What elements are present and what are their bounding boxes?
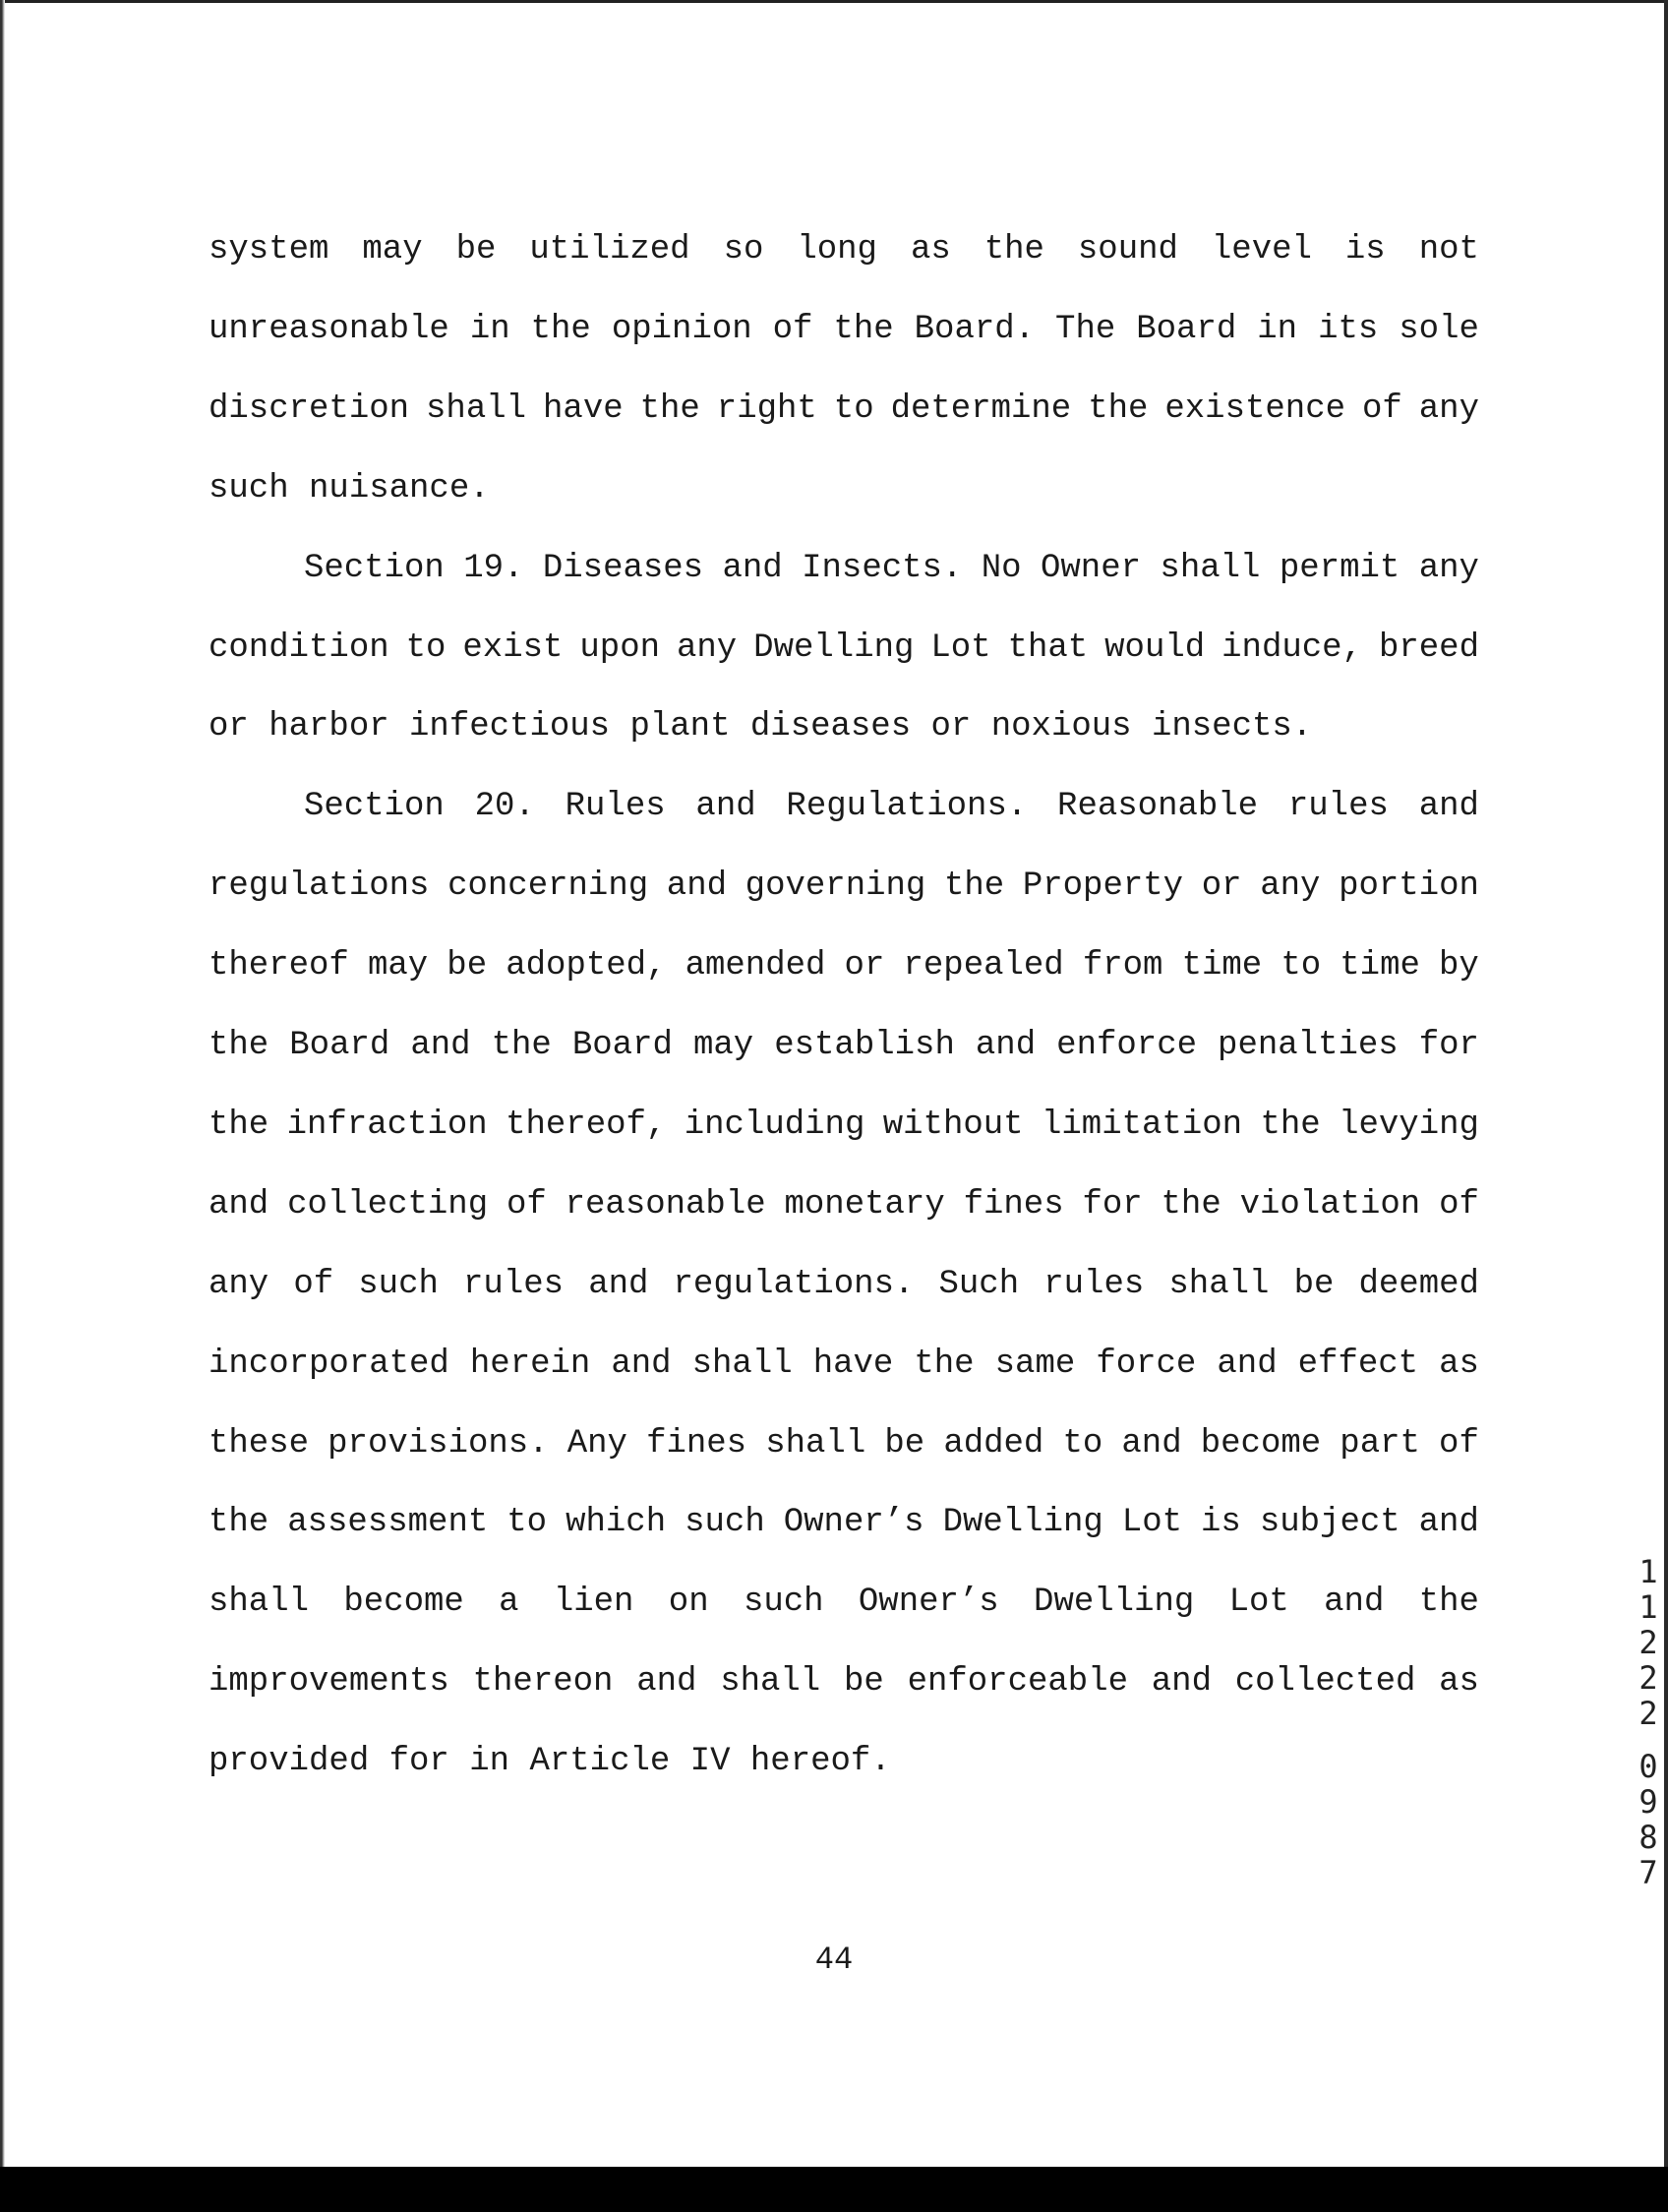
- word: or: [844, 947, 885, 985]
- word: rules: [1287, 788, 1389, 825]
- word: 20.: [474, 788, 535, 825]
- word: the: [914, 1345, 975, 1383]
- word: may: [362, 231, 423, 269]
- word: and: [1151, 1663, 1212, 1701]
- word: be: [455, 231, 497, 269]
- word: the: [208, 1504, 269, 1541]
- word: of: [293, 1266, 334, 1303]
- word: added: [943, 1425, 1044, 1463]
- stamp-digit: 2: [1638, 1695, 1658, 1732]
- word: the: [983, 231, 1044, 269]
- word: the: [1088, 390, 1149, 428]
- word: and: [975, 1027, 1037, 1064]
- word: of: [1439, 1186, 1479, 1224]
- word: deemed: [1358, 1266, 1479, 1303]
- text-line: [208, 226, 1479, 273]
- word: adopted,: [506, 947, 667, 985]
- word: including: [684, 1106, 865, 1144]
- word: Owner’s: [783, 1504, 924, 1541]
- word: any: [676, 629, 738, 667]
- word: and: [666, 867, 728, 905]
- text-line: [208, 386, 1479, 433]
- text-line: [304, 545, 1479, 592]
- word: enforceable: [907, 1663, 1128, 1701]
- word: lien: [553, 1584, 634, 1621]
- word: the: [1418, 1584, 1479, 1621]
- word: so: [723, 231, 764, 269]
- word: the: [639, 390, 700, 428]
- word: Lot: [1121, 1504, 1183, 1541]
- word: thereof,: [506, 1106, 667, 1144]
- word: thereof: [208, 947, 349, 985]
- word: and: [611, 1345, 672, 1383]
- word: collecting: [287, 1186, 489, 1224]
- word: Property: [1022, 867, 1184, 905]
- word: time: [1181, 947, 1263, 985]
- text-line: [208, 1102, 1479, 1149]
- word: is: [1201, 1504, 1241, 1541]
- word: time: [1340, 947, 1420, 985]
- word: to: [1062, 1425, 1103, 1463]
- word: Dwelling: [1034, 1584, 1195, 1621]
- word: the: [208, 1027, 269, 1064]
- text-line: [208, 863, 1479, 910]
- word: assessment: [287, 1504, 489, 1541]
- word: Owner: [1040, 550, 1142, 587]
- word: exist: [462, 629, 564, 667]
- word: be: [884, 1425, 925, 1463]
- word: Owner’s: [858, 1584, 999, 1621]
- word: shall: [1160, 550, 1261, 587]
- word: upon: [579, 629, 661, 667]
- word: by: [1439, 947, 1479, 985]
- word: part: [1340, 1425, 1420, 1463]
- word: Any: [566, 1425, 627, 1463]
- word: Section: [304, 550, 445, 587]
- word: right: [716, 390, 817, 428]
- word: shall: [720, 1663, 821, 1701]
- page-number: 44: [814, 1942, 854, 1978]
- word: and: [1121, 1425, 1182, 1463]
- word: Diseases: [542, 550, 704, 587]
- word: improvements: [208, 1663, 449, 1701]
- word: shall: [426, 390, 527, 428]
- word: reasonable: [565, 1186, 766, 1224]
- stamp-digit: 8: [1638, 1819, 1658, 1856]
- word: Board: [1136, 311, 1237, 348]
- word: portion: [1339, 867, 1479, 905]
- word: provisions.: [328, 1425, 549, 1463]
- word: collected: [1234, 1663, 1416, 1701]
- word: Dwelling: [942, 1504, 1103, 1541]
- word: The: [1055, 311, 1116, 348]
- word: from: [1082, 947, 1163, 985]
- word: discretion: [208, 390, 410, 428]
- word: without: [882, 1106, 1024, 1144]
- word: fines: [646, 1425, 747, 1463]
- stamp-digit: 9: [1638, 1783, 1658, 1821]
- text-line: provided for in Article IV hereof.: [208, 1743, 891, 1780]
- word: thereon: [472, 1663, 614, 1701]
- stamp-digit: 7: [1638, 1854, 1658, 1891]
- word: enforce: [1056, 1027, 1197, 1064]
- word: the: [1161, 1186, 1221, 1224]
- word: violation: [1239, 1186, 1421, 1224]
- word: Section: [304, 788, 445, 825]
- word: penalties: [1218, 1027, 1399, 1064]
- word: on: [668, 1584, 709, 1621]
- text-line: such nuisance.: [208, 470, 490, 508]
- word: to: [833, 390, 874, 428]
- word: determine: [890, 390, 1072, 428]
- word: same: [994, 1345, 1076, 1383]
- text-line: or harbor infectious plant diseases or noxious insects.: [208, 708, 1313, 746]
- word: be: [843, 1663, 884, 1701]
- word: that: [1007, 629, 1089, 667]
- word: any: [1418, 550, 1479, 587]
- word: force: [1096, 1345, 1197, 1383]
- word: limitation: [1042, 1106, 1243, 1144]
- word: repealed: [903, 947, 1064, 985]
- word: shall: [691, 1345, 793, 1383]
- word: Lot: [1228, 1584, 1289, 1621]
- word: these: [208, 1425, 310, 1463]
- word: become: [1200, 1425, 1322, 1463]
- word: the: [208, 1106, 269, 1144]
- word: of: [506, 1186, 547, 1224]
- text-line: [208, 1499, 1479, 1546]
- word: long: [797, 231, 877, 269]
- word: and: [1324, 1584, 1385, 1621]
- word: condition: [208, 629, 389, 667]
- word: or: [1201, 867, 1242, 905]
- word: Reasonable: [1057, 788, 1259, 825]
- word: for: [1418, 1027, 1479, 1064]
- word: establish: [774, 1027, 955, 1064]
- word: of: [1439, 1425, 1479, 1463]
- word: may: [692, 1027, 754, 1064]
- word: any: [1418, 390, 1479, 428]
- word: sole: [1399, 311, 1479, 348]
- text-line: [208, 625, 1479, 672]
- word: effect: [1297, 1345, 1419, 1383]
- word: as: [910, 231, 951, 269]
- word: the: [530, 311, 591, 348]
- word: have: [543, 390, 624, 428]
- word: Board: [571, 1027, 673, 1064]
- word: levying: [1339, 1106, 1479, 1144]
- word: Rules: [565, 788, 666, 825]
- word: be: [1293, 1266, 1335, 1303]
- word: of: [772, 311, 813, 348]
- text-line: [208, 1341, 1479, 1388]
- text-line: [208, 1022, 1479, 1069]
- word: shall: [1168, 1266, 1270, 1303]
- word: to: [1281, 947, 1322, 985]
- word: have: [812, 1345, 894, 1383]
- word: not: [1418, 231, 1479, 269]
- word: Insects.: [802, 550, 963, 587]
- word: to: [506, 1504, 548, 1541]
- word: unreasonable: [208, 311, 449, 348]
- word: induce,: [1221, 629, 1362, 667]
- word: become: [343, 1584, 464, 1621]
- word: incorporated: [208, 1345, 449, 1383]
- word: as: [1439, 1663, 1479, 1701]
- word: which: [566, 1504, 667, 1541]
- word: be: [447, 947, 488, 985]
- word: of: [1361, 390, 1402, 428]
- word: infraction: [286, 1106, 488, 1144]
- word: in: [469, 311, 510, 348]
- word: regulations: [208, 867, 430, 905]
- word: as: [1439, 1345, 1479, 1383]
- word: such: [743, 1584, 824, 1621]
- text-line: [208, 1658, 1479, 1705]
- scan-bottom-bar: [0, 2167, 1668, 2212]
- word: Dwelling: [753, 629, 915, 667]
- word: concerning: [447, 867, 649, 905]
- word: and: [410, 1027, 471, 1064]
- word: system: [208, 231, 329, 269]
- word: existence: [1164, 390, 1346, 428]
- word: and: [1418, 1504, 1479, 1541]
- word: Board.: [914, 311, 1036, 348]
- word: Such: [938, 1266, 1020, 1303]
- stamp-digit: 0: [1638, 1748, 1658, 1785]
- word: No: [981, 550, 1022, 587]
- word: Board: [289, 1027, 390, 1064]
- recording-stamp: [1630, 1554, 1667, 1890]
- word: permit: [1279, 550, 1400, 587]
- word: amended: [685, 947, 826, 985]
- word: fines: [963, 1186, 1064, 1224]
- word: and: [636, 1663, 697, 1701]
- word: is: [1344, 231, 1386, 269]
- text-line: [208, 1181, 1479, 1228]
- word: a: [499, 1584, 519, 1621]
- word: rules: [1043, 1266, 1145, 1303]
- text-line: [208, 1579, 1479, 1626]
- word: and: [722, 550, 783, 587]
- word: utilized: [529, 231, 690, 269]
- word: breed: [1378, 629, 1479, 667]
- stamp-digit: 2: [1638, 1624, 1658, 1661]
- word: any: [208, 1266, 269, 1303]
- text-line: [304, 783, 1479, 830]
- word: opinion: [611, 311, 752, 348]
- word: its: [1318, 311, 1379, 348]
- word: and: [1217, 1345, 1278, 1383]
- word: any: [1260, 867, 1321, 905]
- word: in: [1257, 311, 1298, 348]
- word: and: [208, 1186, 269, 1224]
- word: the: [1260, 1106, 1321, 1144]
- word: sound: [1077, 231, 1178, 269]
- word: the: [943, 867, 1005, 905]
- text-line: [208, 306, 1479, 353]
- word: to: [405, 629, 447, 667]
- word: for: [1082, 1186, 1143, 1224]
- word: Lot: [930, 629, 991, 667]
- word: may: [367, 947, 429, 985]
- word: the: [491, 1027, 552, 1064]
- word: the: [833, 311, 894, 348]
- scan-top-edge: [0, 0, 1668, 3]
- stamp-digit: 1: [1638, 1553, 1658, 1590]
- stamp-digit: 1: [1638, 1588, 1658, 1626]
- text-line: [208, 1261, 1479, 1308]
- word: subject: [1259, 1504, 1400, 1541]
- text-line: [208, 942, 1479, 989]
- word: shall: [765, 1425, 866, 1463]
- scan-left-edge: [0, 0, 5, 2174]
- word: such: [358, 1266, 439, 1303]
- word: rules: [463, 1266, 565, 1303]
- word: regulations.: [673, 1266, 915, 1303]
- word: 19.: [463, 550, 524, 587]
- word: and: [588, 1266, 649, 1303]
- word: and: [1418, 788, 1479, 825]
- word: and: [695, 788, 756, 825]
- word: governing: [745, 867, 926, 905]
- word: level: [1211, 231, 1312, 269]
- text-line: [208, 1420, 1479, 1467]
- word: monetary: [784, 1186, 945, 1224]
- word: shall: [208, 1584, 310, 1621]
- word: Regulations.: [786, 788, 1028, 825]
- stamp-digit: 2: [1638, 1659, 1658, 1697]
- word: such: [685, 1504, 765, 1541]
- word: would: [1104, 629, 1206, 667]
- word: herein: [469, 1345, 591, 1383]
